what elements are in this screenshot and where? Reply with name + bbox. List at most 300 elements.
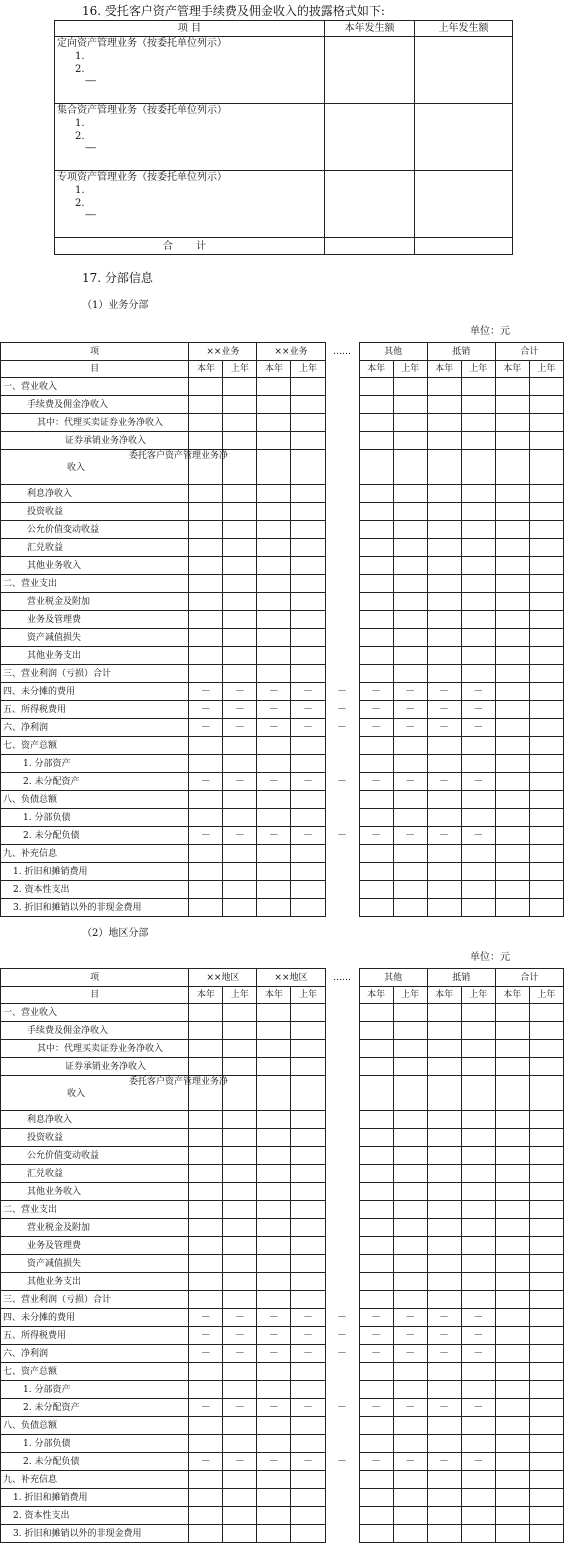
ellipsis-cell [325, 665, 359, 683]
value-cell [495, 485, 529, 503]
value-cell [257, 1363, 291, 1381]
ellipsis-cell [325, 737, 359, 755]
value-cell [359, 396, 393, 414]
table-row [1, 1327, 564, 1345]
value-cell [189, 557, 223, 575]
row-label: 2. 未分配资产 [1, 1399, 189, 1417]
value-cell [427, 432, 461, 450]
section-item: 1. [75, 51, 85, 62]
item-header-1: 项 [1, 343, 189, 361]
row-label: 2. 资本性支出 [1, 1507, 189, 1525]
value-cell [427, 647, 461, 665]
value-cell [495, 1489, 529, 1507]
value-cell [359, 1291, 393, 1309]
value-cell: － [393, 1453, 427, 1471]
row-label: 1. 折旧和摊销费用 [1, 863, 189, 881]
value-cell: － [359, 1327, 393, 1345]
value-cell [415, 171, 513, 238]
group-header: 合计 [495, 969, 563, 987]
ellipsis-cell: － [325, 1309, 359, 1327]
value-cell [189, 1022, 223, 1040]
value-cell [495, 1291, 529, 1309]
section-item: 2. [75, 131, 85, 142]
value-cell [495, 1129, 529, 1147]
value-cell [359, 503, 393, 521]
value-cell [427, 414, 461, 432]
value-cell [291, 1129, 325, 1147]
value-cell [529, 755, 563, 773]
value-cell [461, 881, 495, 899]
value-cell [529, 1381, 563, 1399]
value-cell [427, 1183, 461, 1201]
ellipsis-cell [325, 1363, 359, 1381]
ellipsis-cell [325, 899, 359, 917]
section-row [55, 104, 513, 171]
row-label-line: 收入 [67, 1089, 86, 1099]
value-cell [291, 1111, 325, 1129]
value-cell [359, 1417, 393, 1435]
header-current-year: 本年发生额 [325, 21, 415, 37]
row-label: 其他业务支出 [1, 647, 189, 665]
value-cell [427, 539, 461, 557]
value-cell [529, 845, 563, 863]
value-cell [415, 37, 513, 104]
value-cell: － [257, 1399, 291, 1417]
value-cell [223, 539, 257, 557]
value-cell [291, 611, 325, 629]
value-cell [461, 737, 495, 755]
ellipsis-cell [325, 1058, 359, 1076]
value-cell [427, 1507, 461, 1525]
value-cell [529, 629, 563, 647]
value-cell [223, 1201, 257, 1219]
value-cell [291, 1255, 325, 1273]
table-row [1, 1273, 564, 1291]
value-cell [359, 450, 393, 485]
value-cell [495, 1255, 529, 1273]
value-cell [223, 378, 257, 396]
ellipsis-cell: － [325, 701, 359, 719]
ellipsis-cell: － [325, 1399, 359, 1417]
value-cell [359, 737, 393, 755]
value-cell [495, 414, 529, 432]
value-cell [189, 396, 223, 414]
ellipsis-cell [325, 1381, 359, 1399]
value-cell [189, 1147, 223, 1165]
value-cell [495, 863, 529, 881]
value-cell [529, 1417, 563, 1435]
value-cell [529, 432, 563, 450]
value-cell [291, 1022, 325, 1040]
value-cell [291, 1417, 325, 1435]
value-cell [495, 1453, 529, 1471]
value-cell [393, 557, 427, 575]
value-cell [223, 1291, 257, 1309]
value-cell [291, 809, 325, 827]
value-cell [223, 1147, 257, 1165]
value-cell [529, 1345, 563, 1363]
value-cell [461, 503, 495, 521]
table-row [1, 881, 564, 899]
value-cell [461, 450, 495, 485]
value-cell [427, 1004, 461, 1022]
current-year-header: 本年 [189, 361, 223, 378]
table-row [1, 1219, 564, 1237]
value-cell [461, 521, 495, 539]
value-cell [393, 611, 427, 629]
value-cell: － [359, 1399, 393, 1417]
value-cell [393, 414, 427, 432]
value-cell [257, 1291, 291, 1309]
value-cell [359, 1147, 393, 1165]
value-cell [189, 1363, 223, 1381]
table-row [1, 1022, 564, 1040]
current-year-header: 本年 [495, 987, 529, 1004]
value-cell [495, 1183, 529, 1201]
ellipsis-cell: － [325, 719, 359, 737]
value-cell [359, 755, 393, 773]
value-cell [291, 432, 325, 450]
table-row [1, 593, 564, 611]
value-cell [223, 755, 257, 773]
value-cell [223, 396, 257, 414]
value-cell [461, 1129, 495, 1147]
value-cell [223, 1183, 257, 1201]
value-cell [427, 1273, 461, 1291]
value-cell [495, 899, 529, 917]
value-cell [427, 485, 461, 503]
value-cell [393, 1201, 427, 1219]
value-cell: － [223, 1453, 257, 1471]
value-cell [529, 1309, 563, 1327]
table-row [1, 629, 564, 647]
value-cell [393, 809, 427, 827]
value-cell [461, 1435, 495, 1453]
value-cell [393, 629, 427, 647]
row-label: 三、营业利润（亏损）合计 [1, 665, 189, 683]
value-cell [189, 881, 223, 899]
value-cell [257, 575, 291, 593]
value-cell [495, 378, 529, 396]
value-cell [427, 557, 461, 575]
table-row [1, 1525, 564, 1543]
group-header: ××业务 [257, 343, 325, 361]
value-cell [427, 665, 461, 683]
row-label: 四、未分摊的费用 [1, 683, 189, 701]
value-cell [529, 719, 563, 737]
value-cell [495, 629, 529, 647]
group-header: 抵销 [427, 343, 495, 361]
row-label: 营业税金及附加 [1, 1219, 189, 1237]
value-cell [257, 1058, 291, 1076]
row-label: 手续费及佣金净收入 [1, 1022, 189, 1040]
value-cell [495, 755, 529, 773]
value-cell [189, 737, 223, 755]
value-cell [257, 521, 291, 539]
value-cell [529, 611, 563, 629]
row-label [1, 1076, 229, 1111]
ellipsis-cell: － [325, 1345, 359, 1363]
value-cell [427, 1417, 461, 1435]
value-cell [257, 1237, 291, 1255]
value-cell: － [223, 719, 257, 737]
value-cell: － [257, 1345, 291, 1363]
table-row [1, 414, 564, 432]
value-cell [359, 1165, 393, 1183]
section-label-cell [55, 104, 325, 171]
value-cell [359, 521, 393, 539]
value-cell [257, 1129, 291, 1147]
value-cell [393, 1507, 427, 1525]
value-cell [495, 1399, 529, 1417]
ellipsis-cell [325, 1291, 359, 1309]
value-cell [223, 629, 257, 647]
ellipsis-cell [325, 1129, 359, 1147]
value-cell: － [427, 1309, 461, 1327]
value-cell [359, 539, 393, 557]
table-row [1, 845, 564, 863]
ellipsis-cell [325, 809, 359, 827]
value-cell [393, 1237, 427, 1255]
value-cell [427, 1435, 461, 1453]
value-cell [495, 593, 529, 611]
value-cell [189, 593, 223, 611]
value-cell [257, 378, 291, 396]
value-cell [393, 378, 427, 396]
value-cell: － [223, 683, 257, 701]
value-cell [257, 791, 291, 809]
value-cell [529, 1327, 563, 1345]
ellipsis-cell: － [325, 1453, 359, 1471]
prior-year-header: 上年 [393, 987, 427, 1004]
group-header: ××地区 [257, 969, 325, 987]
value-cell [223, 557, 257, 575]
value-cell [461, 414, 495, 432]
value-cell [291, 450, 325, 485]
row-label: 二、营业支出 [1, 575, 189, 593]
value-cell [257, 665, 291, 683]
value-cell [461, 1183, 495, 1201]
business-segment-table [0, 342, 564, 917]
value-cell [257, 755, 291, 773]
ellipsis-cell [325, 414, 359, 432]
value-cell [461, 1022, 495, 1040]
value-cell [461, 1147, 495, 1165]
row-label: 证券承销业务净收入 [1, 432, 189, 450]
ellipsis-cell [325, 1219, 359, 1237]
ellipsis-cell [325, 1237, 359, 1255]
ellipsis-cell [325, 755, 359, 773]
value-cell [189, 1471, 223, 1489]
value-cell [291, 1363, 325, 1381]
ellipsis-cell: － [325, 773, 359, 791]
value-cell [393, 1525, 427, 1543]
value-cell [495, 1525, 529, 1543]
value-cell [257, 1004, 291, 1022]
value-cell [529, 1201, 563, 1219]
value-cell [427, 809, 461, 827]
value-cell [529, 503, 563, 521]
value-cell [291, 539, 325, 557]
table-row [1, 1417, 564, 1435]
value-cell: － [461, 773, 495, 791]
value-cell [359, 845, 393, 863]
value-cell [359, 1489, 393, 1507]
value-cell [359, 557, 393, 575]
table-row [1, 791, 564, 809]
ellipsis-cell [325, 1147, 359, 1165]
ellipsis-cell: － [325, 683, 359, 701]
item-header-2: 目 [1, 987, 189, 1004]
ellipsis-cell [325, 863, 359, 881]
group-header: 抵销 [427, 969, 495, 987]
value-cell [461, 575, 495, 593]
table-row [1, 1453, 564, 1471]
row-label: 利息净收入 [1, 1111, 189, 1129]
row-label: 其他业务收入 [1, 1183, 189, 1201]
value-cell: － [359, 701, 393, 719]
value-cell [495, 1004, 529, 1022]
value-cell [291, 1237, 325, 1255]
business-segment-subheading: （1）业务分部 [82, 300, 149, 311]
value-cell [189, 1255, 223, 1273]
value-cell [257, 809, 291, 827]
value-cell [257, 1147, 291, 1165]
value-cell [189, 414, 223, 432]
value-cell: － [393, 1327, 427, 1345]
current-year-header: 本年 [427, 361, 461, 378]
value-cell [427, 1058, 461, 1076]
ellipsis-cell [325, 539, 359, 557]
value-cell [427, 450, 461, 485]
row-label: 其他业务收入 [1, 557, 189, 575]
value-cell [495, 1111, 529, 1129]
value-cell [291, 629, 325, 647]
value-cell [189, 1219, 223, 1237]
table-row [1, 1183, 564, 1201]
value-cell [529, 485, 563, 503]
fee-income-disclosure-table [54, 20, 513, 255]
value-cell: － [461, 1309, 495, 1327]
value-cell [325, 104, 415, 171]
header-item: 项 目 [55, 21, 325, 37]
value-cell [223, 1471, 257, 1489]
value-cell: － [223, 1345, 257, 1363]
value-cell [359, 1022, 393, 1040]
value-cell [461, 485, 495, 503]
value-cell [359, 1237, 393, 1255]
value-cell [495, 1040, 529, 1058]
value-cell [393, 899, 427, 917]
value-cell [223, 1219, 257, 1237]
table-row [1, 701, 564, 719]
row-label: 二、营业支出 [1, 1201, 189, 1219]
value-cell: － [189, 1399, 223, 1417]
value-cell [427, 1219, 461, 1237]
value-cell [359, 1507, 393, 1525]
value-cell [291, 791, 325, 809]
ellipsis-cell [325, 503, 359, 521]
value-cell [427, 1489, 461, 1507]
ellipsis-cell [325, 1471, 359, 1489]
value-cell [427, 1291, 461, 1309]
value-cell [461, 791, 495, 809]
value-cell [325, 238, 415, 255]
value-cell [427, 1076, 461, 1111]
value-cell [529, 791, 563, 809]
value-cell [189, 432, 223, 450]
value-cell [257, 557, 291, 575]
value-cell [495, 1471, 529, 1489]
row-label: 一、营业收入 [1, 378, 189, 396]
value-cell [223, 414, 257, 432]
row-label: 2. 未分配资产 [1, 773, 189, 791]
value-cell [427, 899, 461, 917]
value-cell [427, 629, 461, 647]
value-cell [291, 521, 325, 539]
value-cell [359, 1273, 393, 1291]
region-segment-table [0, 968, 564, 1543]
value-cell [257, 737, 291, 755]
value-cell [427, 1147, 461, 1165]
value-cell [529, 1291, 563, 1309]
ellipsis-cell [325, 432, 359, 450]
value-cell [529, 1507, 563, 1525]
value-cell [291, 1040, 325, 1058]
value-cell [393, 1022, 427, 1040]
value-cell [495, 1273, 529, 1291]
section-row [55, 37, 513, 104]
value-cell [257, 1255, 291, 1273]
value-cell [223, 1040, 257, 1058]
value-cell [529, 593, 563, 611]
value-cell [393, 755, 427, 773]
ellipsis-header: …… [325, 969, 359, 987]
table-row [1, 827, 564, 845]
value-cell [189, 1417, 223, 1435]
value-cell [189, 629, 223, 647]
value-cell [393, 791, 427, 809]
value-cell [223, 1111, 257, 1129]
value-cell: － [189, 827, 223, 845]
current-year-header: 本年 [427, 987, 461, 1004]
value-cell: － [427, 719, 461, 737]
row-label: 业务及管理费 [1, 1237, 189, 1255]
value-cell: － [291, 827, 325, 845]
value-cell: － [427, 827, 461, 845]
value-cell [257, 539, 291, 557]
value-cell [461, 1237, 495, 1255]
value-cell [427, 1381, 461, 1399]
value-cell [393, 845, 427, 863]
table-row [1, 521, 564, 539]
value-cell [393, 1040, 427, 1058]
value-cell: － [461, 683, 495, 701]
value-cell [461, 593, 495, 611]
value-cell [461, 845, 495, 863]
value-cell [257, 647, 291, 665]
value-cell: － [359, 773, 393, 791]
value-cell [359, 647, 393, 665]
value-cell [427, 1525, 461, 1543]
value-cell [189, 1129, 223, 1147]
value-cell [223, 791, 257, 809]
value-cell: － [393, 1309, 427, 1327]
value-cell [291, 1381, 325, 1399]
value-cell [359, 575, 393, 593]
table-row [1, 647, 564, 665]
row-label: 一、营业收入 [1, 1004, 189, 1022]
